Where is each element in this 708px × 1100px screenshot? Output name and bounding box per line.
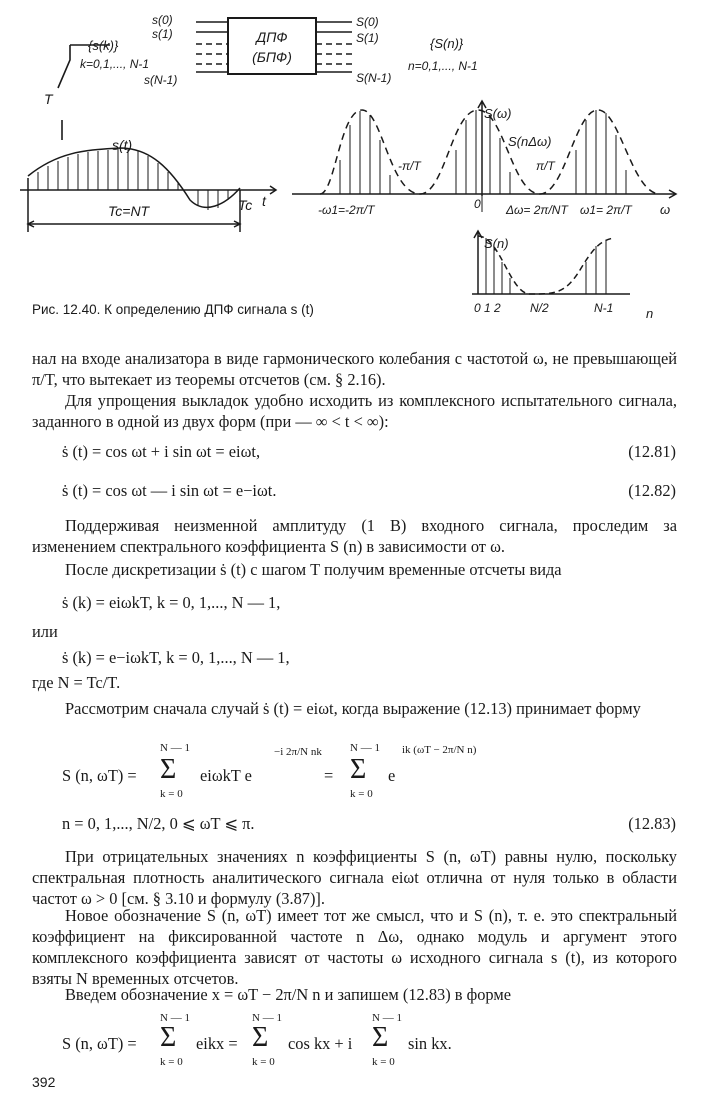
figure-12-40 [0,0,708,320]
svg-text:s(N-1): s(N-1) [144,73,178,87]
svg-text:0: 0 [474,197,481,211]
svg-text:ω1= 2π/T: ω1= 2π/T [580,203,632,217]
svg-text:Δω= 2π/NT: Δω= 2π/NT [506,203,568,217]
svg-text:S(N-1): S(N-1) [356,71,392,85]
svg-text:s(0): s(0) [152,13,173,27]
equation-number-12-83: (12.83) [628,814,676,833]
svg-text:N/2: N/2 [530,301,549,315]
svg-text:s(1): s(1) [152,27,173,41]
svg-text:s(t): s(t) [112,137,133,153]
equation-12-83-condition: n = 0, 1,..., N/2, 0 ⩽ ωT ⩽ π. [62,814,255,833]
paragraph-7: Новое обозначение S (n, ωT) имеет тот же смысл, что и S (n), т. е. это спектральный коэффициент на фиксированной частоте n Δω, однако модуль и аргумент этого комплексного коэффициента зависят от частоты ω исходного сигнала s (t), из которого взяты N временных отсчетов. [32,906,677,988]
equation-final: S (n, ωT) = N — 1 Σ k = 0 eikx = N — 1 Σ k = 0 cos kx + i N — 1 Σ k = 0 sin kx. [62,1012,452,1068]
svg-text:N-1: N-1 [594,301,614,315]
svg-text:t: t [262,193,266,209]
svg-text:S(1): S(1) [356,31,379,45]
svg-text:{S(n)}: {S(n)} [430,36,464,51]
equation-samples-neg: ṡ (k) = e−iωkT, k = 0, 1,..., N — 1, [62,648,290,667]
svg-text:k=0,1,..., N-1: k=0,1,..., N-1 [80,57,150,71]
figure-caption: Рис. 12.40. К определению ДПФ сигнала s (t) [32,302,314,317]
paragraph-6: При отрицательных значениях n коэффициенты S (n, ωT) равны нулю, поскольку спектральная плотность аналитического сигнала eiωt отлична от нуля только в области частот ω > 0 [см. § 3.10 и формулу (3.87)]. [32,847,677,908]
equation-number-12-82: (12.82) [628,481,676,500]
svg-text:S(0): S(0) [356,15,379,29]
paragraph-2: Для упрощения выкладок удобно исходить из комплексного испытательного сигнала, заданного в одной из двух форм (при — ∞ < t < ∞): [32,391,677,431]
dft-block [228,18,316,74]
equation-samples-pos: ṡ (k) = eiωkT, k = 0, 1,..., N — 1, [62,593,281,612]
svg-text:S(n): S(n) [484,236,509,251]
word-or: или [32,622,58,641]
switch-line [58,45,70,88]
paragraph-4: После дискретизации ṡ (t) с шагом T получим временные отсчеты вида [65,560,562,579]
dft-title: ДПФ [256,29,288,45]
svg-text:S(ω): S(ω) [484,106,512,121]
dft-subtitle: (БПФ) [252,49,292,65]
paragraph-3: Поддерживая неизменной амплитуду (1 В) входного сигнала, проследим за изменением спектрального коэффициента S (n) в зависимости от ω. [32,516,677,556]
svg-text:S(nΔω): S(nΔω) [508,134,552,149]
svg-text:0 1 2: 0 1 2 [474,301,501,315]
svg-text:Tc=NT: Tc=NT [108,203,150,219]
svg-text:π/T: π/T [536,159,555,173]
paragraph-5: Рассмотрим сначала случай ṡ (t) = eiωt, когда выражение (12.13) принимает форму [65,699,641,718]
svg-text:n: n [646,306,654,320]
page-number: 392 [32,1074,56,1090]
svg-text:-π/T: -π/T [398,159,421,173]
paragraph-1: нал на входе анализатора в виде гармонического колебания с частотой ω, не превышающей π/T, что вытекает из теоремы отсчетов (см. § 2.16). [32,349,677,389]
equation-12-82: ṡ (t) = cos ωt — i sin ωt = e−iωt. [62,481,277,500]
svg-text:ω: ω [660,202,671,217]
equation-number-12-81: (12.81) [628,442,676,461]
equation-12-83: S (n, ωT) = N — 1 Σ k = 0 eiωkT e −i 2π/N nk = N — 1 Σ k = 0 e ik (ωT − 2π/N n) [62,742,477,800]
svg-text:{s(k)}: {s(k)} [88,38,119,53]
svg-text:-ω1=-2π/T: -ω1=-2π/T [318,203,375,217]
definition-N: где N = Tc/T. [32,673,121,692]
equation-12-81: ṡ (t) = cos ωt + i sin ωt = eiωt, [62,442,261,461]
svg-text:n=0,1,..., N-1: n=0,1,..., N-1 [408,59,478,73]
svg-text:Tc: Tc [238,197,253,213]
svg-text:T: T [44,91,53,107]
paragraph-8: Введем обозначение x = ωT − 2π/N n и запишем (12.83) в форме [65,985,512,1004]
